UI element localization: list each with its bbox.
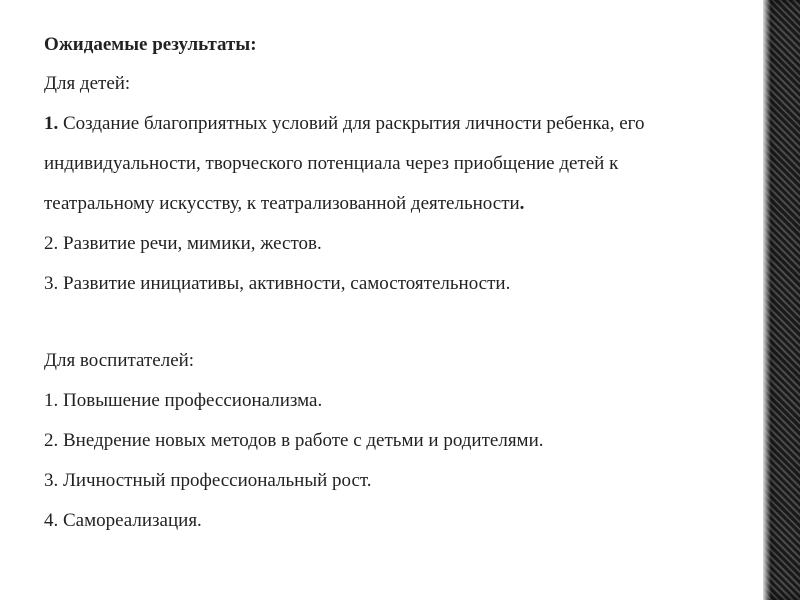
decorative-side-strip [763,0,800,600]
children-item-1-line-2: индивидуальности, творческого потенциала через приобщение детей к [44,153,619,174]
slide-content [44,26,744,541]
educators-item-1: 1. Повышение профессионализма. [44,390,323,411]
children-label: Для детей: [44,73,131,94]
educators-label: Для воспитателей: [44,350,195,371]
children-item-1-line-3 [44,184,744,224]
educators-item-3: 3. Личностный профессиональный рост. [44,470,372,491]
children-item-1-text-line-3: театральному искусству, к театрализованной деятельности [44,193,520,214]
expected-results-heading: Ожидаемые результаты: [44,34,257,55]
educators-item-4: 4. Самореализация. [44,510,202,531]
children-item-1-line-1 [44,104,744,144]
children-item-1-end: . [519,193,525,214]
children-item-2: 2. Развитие речи, мимики, жестов. [44,233,322,254]
children-item-1-number: 1. [44,113,59,134]
educators-item-2: 2. Внедрение новых методов в работе с детьми и родителями. [44,430,544,451]
section-spacer [44,304,744,341]
children-item-1-text-line-1: Создание благоприятных условий для раскрытия личности ребенка, его [58,113,645,134]
children-item-3: 3. Развитие инициативы, активности, самостоятельности. [44,273,511,294]
